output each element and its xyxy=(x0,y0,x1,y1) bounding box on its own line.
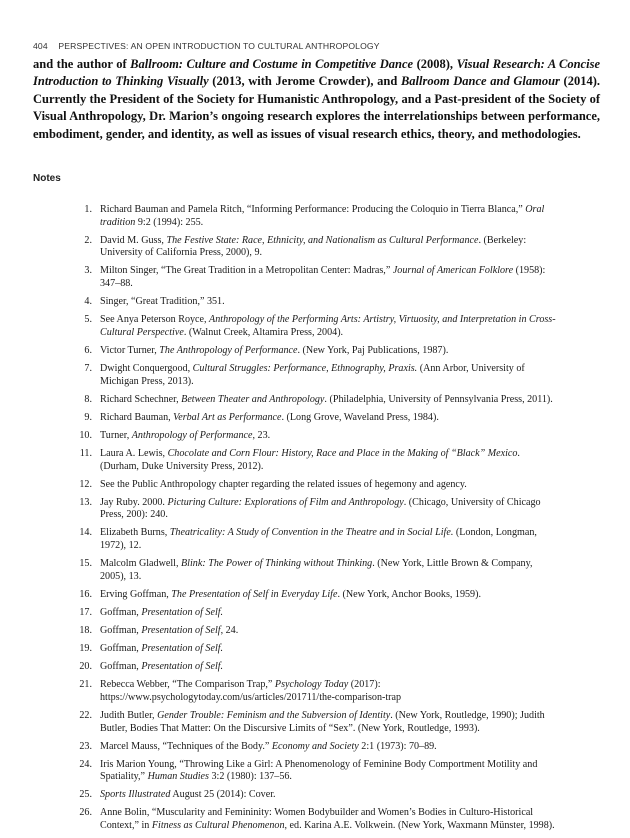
note-item xyxy=(70,204,560,229)
note-work-title: Human Studies xyxy=(147,771,209,783)
note-text: Rebecca Webber, “The Comparison Trap,” xyxy=(100,679,275,691)
note-text: (London, Longman, 1972), 12. xyxy=(100,527,537,551)
note-work-title: The Festive State: Race, Ethnicity, and Nationalism as Cultural Performance xyxy=(166,234,479,246)
book-title: Ballroom Dance and Glamour xyxy=(400,74,560,89)
note-text: . (New York, Paj Publications, 1987). xyxy=(297,344,449,356)
notes-list xyxy=(70,204,560,838)
note-text: Richard Bauman, xyxy=(100,411,174,423)
note-text: See the Public Anthropology chapter regarding the related issues of hegemony and agency. xyxy=(100,478,467,490)
note-text: . (Long Grove, Waveland Press, 1984). xyxy=(281,411,439,423)
note-number: 3. xyxy=(84,265,92,277)
note-work-title: Sports Illustrated xyxy=(100,789,171,801)
note-number: 24. xyxy=(79,758,92,770)
note-work-title: Presentation of Self. xyxy=(141,661,224,673)
note-item xyxy=(70,527,560,552)
note-work-title: Theatricality: A Study of Convention in the Theatre and in Social Life. xyxy=(169,527,454,539)
note-work-title: Cultural Struggles: Performance, Ethnography, Praxis. xyxy=(192,362,418,374)
note-text: Richard Bauman and Pamela Ritch, “Informing Performance: Producing the Coloquio in Tierra Blanca,” xyxy=(100,204,526,215)
note-text: 3:2 (1980): 137–56. xyxy=(208,771,292,783)
note-number: 10. xyxy=(79,429,92,441)
note-number: 7. xyxy=(84,362,92,374)
book-title: Ballroom: Culture and Costume in Competitive Dance xyxy=(130,57,414,71)
note-item xyxy=(70,265,560,290)
note-number: 26. xyxy=(79,807,92,819)
note-text: Elizabeth Burns, xyxy=(100,527,170,539)
note-item xyxy=(70,394,560,407)
note-number: 18. xyxy=(79,624,92,636)
note-item xyxy=(70,589,560,602)
note-text: Judith Butler, xyxy=(100,709,158,721)
note-work-title: Presentation of Self. xyxy=(141,606,224,618)
page-number: 404 xyxy=(33,41,48,51)
note-text: . (Chicago, University of Chicago Press, 200): 240. xyxy=(100,496,541,521)
note-item xyxy=(70,448,560,473)
notes-heading: Notes xyxy=(33,173,61,184)
note-item xyxy=(70,759,560,784)
note-number: 4. xyxy=(84,296,92,308)
note-text: . (Durham, Duke University Press, 2012). xyxy=(100,447,520,472)
note-text: Malcolm Gladwell, xyxy=(100,558,182,570)
note-work-title: Presentation of Self xyxy=(141,624,221,636)
note-item xyxy=(70,607,560,620)
note-text: Laura A. Lewis, xyxy=(100,447,168,459)
note-work-title: Psychology Today xyxy=(274,679,349,691)
note-text: . (New York, Routledge, 1990); Judith Butler, Bodies That Matter: On the Discursive Limits of “Sex”. (New York, Routledge, 1993). xyxy=(100,709,545,734)
note-work-title: Anthropology of the Performing Arts: Artistry, Virtuosity, and Interpretation in Cross-Cultural Perspective xyxy=(100,314,556,338)
note-work-title: Between Theater and Anthropology xyxy=(181,393,325,405)
note-work-title: Blink: The Power of Thinking without Thinking xyxy=(181,558,373,570)
note-item xyxy=(70,363,560,388)
note-text: . (New York, Little Brown & Company, 2005), 13. xyxy=(100,558,533,582)
note-number: 11. xyxy=(79,447,92,459)
note-text: Richard Schechner, xyxy=(100,393,182,405)
note-number: 16. xyxy=(79,588,92,600)
note-text: August 25 (2014): Cover. xyxy=(170,789,276,801)
note-item xyxy=(70,296,560,309)
note-text: Erving Goffman, xyxy=(100,588,172,600)
note-text: , ed. Karina A.E. Volkwein. (New York, Waxmann Münster, 1998). xyxy=(284,820,555,832)
note-item xyxy=(70,497,560,522)
note-item xyxy=(70,710,560,735)
note-work-title: Verbal Art as Performance xyxy=(173,411,282,423)
note-number: 2. xyxy=(84,234,92,246)
author-bio-paragraph: and the author of Ballroom: Culture and Costume in Competitive Dance (2008), Visual Research: A Concise Introduction to Thinking Visually (2013, with Jerome Crowder), and Ballroom Dance and Glamour (2014). Currently the President of the Society for Humanistic Anthropology, and a Past-president of the Society of Visual Anthropology, Dr. Marion’s ongoing research explores the interrelationships between performance, embodiment, gender, and identity, as well as issues of visual research ethics, theory, and methodologies. xyxy=(33,57,601,141)
note-text: Jay Ruby. 2000. xyxy=(100,496,168,508)
note-number: 14. xyxy=(79,527,92,539)
note-item xyxy=(70,741,560,754)
note-number: 15. xyxy=(79,558,92,570)
note-item xyxy=(70,807,560,832)
note-item xyxy=(70,479,560,492)
note-text: (2017): https://www.psychologytoday.com/us/articles/201711/the-comparison-trap xyxy=(100,679,402,703)
note-text: 9:2 (1994): 255. xyxy=(135,216,204,228)
note-number: 13. xyxy=(79,496,92,508)
note-work-title: Fitness as Cultural Phenomenon xyxy=(151,820,285,832)
note-work-title: Anthropology of Performance xyxy=(131,429,253,441)
note-item xyxy=(70,625,560,638)
note-text: , 24. xyxy=(220,624,239,636)
note-number: 5. xyxy=(84,314,92,326)
note-item xyxy=(70,789,560,802)
note-item xyxy=(70,412,560,425)
note-text: . (Berkeley: University of California Press, 2000), 9. xyxy=(100,234,527,259)
note-number: 20. xyxy=(79,661,92,673)
note-number: 9. xyxy=(84,411,92,423)
note-text: (Ann Arbor, University of Michigan Press, 2013). xyxy=(100,362,525,387)
note-work-title: Picturing Culture: Explorations of Film and Anthropology xyxy=(167,496,404,508)
note-item xyxy=(70,661,560,674)
note-work-title: Chocolate and Corn Flour: History, Race and Place in the Making of “Black” Mexico xyxy=(167,447,518,459)
note-item xyxy=(70,679,560,704)
running-head xyxy=(33,41,380,51)
note-number: 1. xyxy=(84,204,92,215)
note-number: 8. xyxy=(84,393,92,405)
note-text: Milton Singer, “The Great Tradition in a Metropolitan Center: Madras,” xyxy=(100,265,393,277)
note-text: . (Philadelphia, University of Pennsylvania Press, 2011). xyxy=(324,393,553,405)
note-text: . (Walnut Creek, Altamira Press, 2004). xyxy=(183,326,344,338)
running-title: PERSPECTIVES: AN OPEN INTRODUCTION TO CULTURAL ANTHROPOLOGY xyxy=(58,41,380,51)
note-text: Goffman, xyxy=(100,624,142,636)
note-text: Goffman, xyxy=(100,606,142,618)
note-number: 17. xyxy=(79,606,92,618)
book-title: Visual Research: A Concise Introduction to Thinking Visually xyxy=(33,57,600,89)
note-work-title: Journal of American Folklore xyxy=(392,265,514,277)
note-text: Anne Bolin, “Muscularity and Femininity: Women Bodybuilder and Women’s Bodies in Culturo-Historical Context,” in xyxy=(100,807,534,832)
note-text: David M. Guss, xyxy=(100,234,167,246)
note-text: . (New York, Anchor Books, 1959). xyxy=(337,588,481,600)
note-item xyxy=(70,314,560,339)
note-item xyxy=(70,430,560,443)
note-number: 12. xyxy=(79,478,92,490)
note-text: Marcel Mauss, “Techniques of the Body.” xyxy=(100,740,272,752)
note-text: Turner, xyxy=(100,429,132,441)
note-item xyxy=(70,235,560,260)
note-work-title: Oral tradition xyxy=(100,204,545,228)
note-work-title: The Anthropology of Performance xyxy=(159,344,298,356)
note-work-title: Presentation of Self. xyxy=(141,643,224,655)
note-text: Goffman, xyxy=(100,643,142,655)
note-number: 6. xyxy=(84,344,92,356)
note-number: 25. xyxy=(79,789,92,801)
note-text: 2:1 (1973): 70–89. xyxy=(358,740,437,752)
note-number: 22. xyxy=(79,709,92,721)
note-work-title: The Presentation of Self in Everyday Life xyxy=(171,588,338,600)
note-text: See Anya Peterson Royce, xyxy=(100,314,210,326)
note-text: Iris Marion Young, “Throwing Like a Girl: A Phenomenology of Feminine Body Comportment Motility and Spatiality,” xyxy=(100,758,538,783)
note-number: 21. xyxy=(79,679,92,691)
note-text: Singer, “Great Tradition,” 351. xyxy=(100,296,225,308)
note-item xyxy=(70,558,560,583)
note-work-title: Gender Trouble: Feminism and the Subversion of Identity xyxy=(157,709,391,721)
note-number: 23. xyxy=(79,740,92,752)
note-item xyxy=(70,345,560,358)
note-text: Dwight Conquergood, xyxy=(100,362,193,374)
note-work-title: Economy and Society xyxy=(271,740,359,752)
note-text: Goffman, xyxy=(100,661,142,673)
note-item xyxy=(70,643,560,656)
note-text: Victor Turner, xyxy=(100,344,160,356)
note-text: (1958): 347–88. xyxy=(100,265,546,289)
note-text: , 23. xyxy=(252,429,271,441)
note-number: 19. xyxy=(79,643,92,655)
